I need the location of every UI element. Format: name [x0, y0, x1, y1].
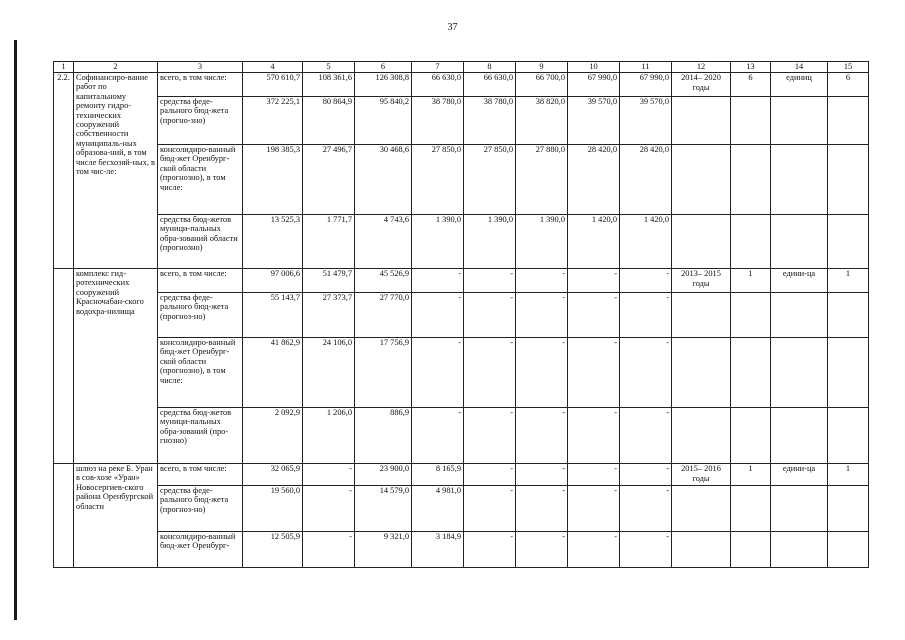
header-cell: 4 [243, 62, 303, 73]
amount-cell: 126 308,8 [355, 73, 412, 97]
count-cell: 1 [731, 464, 771, 486]
amount-cell: 1 420,0 [568, 215, 620, 269]
header-cell: 3 [158, 62, 243, 73]
empty-cell [672, 338, 731, 408]
empty-cell [828, 293, 869, 338]
amount-cell: - [620, 269, 672, 293]
empty-cell [828, 338, 869, 408]
period-cell: 2014– 2020 годы [672, 73, 731, 97]
header-cell: 13 [731, 62, 771, 73]
unit-cell: едини-ца [771, 464, 828, 486]
table-row [54, 338, 869, 408]
empty-cell [731, 145, 771, 215]
header-cell: 9 [516, 62, 568, 73]
amount-cell: - [620, 464, 672, 486]
amount-cell: 1 390,0 [412, 215, 464, 269]
funding-source-cell: средства бюд-жетов муници-пальных обра-зований области (прогнозно) [158, 215, 243, 269]
amount-cell: - [516, 532, 568, 568]
amount-cell: 14 579,0 [355, 486, 412, 532]
funding-source-cell: средства феде-рального бюд-жета (прогно-зно) [158, 97, 243, 145]
scan-edge-shadow [14, 40, 17, 620]
funding-source-cell: средства феде-рального бюд-жета (прогноз-но) [158, 293, 243, 338]
empty-cell [828, 532, 869, 568]
amount-cell: 2 092,9 [243, 408, 303, 464]
amount-cell: 32 065,9 [243, 464, 303, 486]
amount-cell: - [620, 293, 672, 338]
amount-cell: - [412, 293, 464, 338]
amount-cell: 372 225,1 [243, 97, 303, 145]
amount-cell: 27 880,0 [516, 145, 568, 215]
amount-cell: - [516, 486, 568, 532]
amount-cell: 38 780,0 [412, 97, 464, 145]
amount-cell: 30 468,6 [355, 145, 412, 215]
amount-cell: - [620, 408, 672, 464]
empty-cell [672, 408, 731, 464]
amount-cell: - [516, 464, 568, 486]
table-body [54, 62, 869, 568]
table-row [54, 73, 869, 97]
header-cell: 12 [672, 62, 731, 73]
item-code-cell: 2.2. [54, 73, 74, 269]
item-code-cell [54, 464, 74, 568]
amount-cell: - [620, 486, 672, 532]
header-cell: 8 [464, 62, 516, 73]
amount-cell: 886,9 [355, 408, 412, 464]
page-number: 37 [447, 22, 458, 33]
empty-cell [771, 532, 828, 568]
amount-cell: - [516, 293, 568, 338]
table-row [54, 486, 869, 532]
amount-cell: 66 700,0 [516, 73, 568, 97]
amount-cell: - [620, 338, 672, 408]
count-cell: 6 [731, 73, 771, 97]
header-cell: 15 [828, 62, 869, 73]
amount-cell: 3 184,9 [412, 532, 464, 568]
amount-cell: 17 756,9 [355, 338, 412, 408]
amount-cell: 198 385,3 [243, 145, 303, 215]
amount-cell: 67 990,0 [620, 73, 672, 97]
empty-cell [771, 486, 828, 532]
amount-cell: 67 990,0 [568, 73, 620, 97]
empty-cell [731, 215, 771, 269]
header-cell: 11 [620, 62, 672, 73]
period-cell: 2013– 2015 годы [672, 269, 731, 293]
amount-cell: - [568, 293, 620, 338]
amount-cell: - [303, 532, 355, 568]
amount-cell: 41 862,9 [243, 338, 303, 408]
amount-cell: 27 850,0 [464, 145, 516, 215]
amount-cell: - [568, 269, 620, 293]
amount-cell: 27 850,0 [412, 145, 464, 215]
amount-cell: 24 106,0 [303, 338, 355, 408]
header-cell: 6 [355, 62, 412, 73]
period-cell: 2015– 2016 годы [672, 464, 731, 486]
amount-cell: 1 390,0 [516, 215, 568, 269]
amount-cell: - [303, 486, 355, 532]
amount-cell: 108 361,6 [303, 73, 355, 97]
empty-cell [731, 532, 771, 568]
empty-cell [731, 338, 771, 408]
amount-cell: 28 420,0 [620, 145, 672, 215]
empty-cell [771, 97, 828, 145]
empty-cell [828, 408, 869, 464]
amount-cell: 97 006,6 [243, 269, 303, 293]
empty-cell [672, 486, 731, 532]
amount-cell: - [620, 532, 672, 568]
count-cell: 1 [828, 464, 869, 486]
amount-cell: 39 570,0 [568, 97, 620, 145]
header-cell: 2 [74, 62, 158, 73]
amount-cell: 45 526,9 [355, 269, 412, 293]
empty-cell [828, 97, 869, 145]
empty-cell [672, 532, 731, 568]
empty-cell [672, 97, 731, 145]
empty-cell [771, 145, 828, 215]
amount-cell: - [568, 486, 620, 532]
header-cell: 5 [303, 62, 355, 73]
amount-cell: 27 496,7 [303, 145, 355, 215]
amount-cell: 13 525,3 [243, 215, 303, 269]
empty-cell [672, 293, 731, 338]
empty-cell [731, 97, 771, 145]
amount-cell: - [412, 269, 464, 293]
amount-cell: - [412, 408, 464, 464]
empty-cell [672, 145, 731, 215]
amount-cell: - [516, 269, 568, 293]
amount-cell: 570 610,7 [243, 73, 303, 97]
empty-cell [771, 408, 828, 464]
amount-cell: 51 479,7 [303, 269, 355, 293]
amount-cell: 1 390,0 [464, 215, 516, 269]
amount-cell: 38 780,0 [464, 97, 516, 145]
table-row [54, 532, 869, 568]
amount-cell: - [464, 464, 516, 486]
amount-cell: 4 981,0 [412, 486, 464, 532]
table-row [54, 215, 869, 269]
amount-cell: 80 864,9 [303, 97, 355, 145]
table-row [54, 464, 869, 486]
amount-cell: - [464, 532, 516, 568]
item-name-cell: Софинансиро-вание работ по капитальному ремонту гидро-технических сооружений собственности муниципаль-ных образова-ний, в том числе бесхозяй-ных, в том чис-ле: [74, 73, 158, 269]
amount-cell: - [464, 338, 516, 408]
funding-source-cell: средства бюд-жетов муници-пальных обра-зований (про-гнозно) [158, 408, 243, 464]
empty-cell [771, 293, 828, 338]
unit-cell: единиц [771, 73, 828, 97]
table-row [54, 408, 869, 464]
amount-cell: 9 321,0 [355, 532, 412, 568]
funding-source-cell: всего, в том числе: [158, 269, 243, 293]
amount-cell: 23 900,0 [355, 464, 412, 486]
amount-cell: - [568, 408, 620, 464]
empty-cell [828, 145, 869, 215]
amount-cell: 27 373,7 [303, 293, 355, 338]
amount-cell: 19 560,0 [243, 486, 303, 532]
amount-cell: 1 771,7 [303, 215, 355, 269]
amount-cell: 12 505,9 [243, 532, 303, 568]
amount-cell: 55 143,7 [243, 293, 303, 338]
item-code-cell [54, 269, 74, 464]
empty-cell [771, 215, 828, 269]
empty-cell [731, 293, 771, 338]
amount-cell: - [516, 408, 568, 464]
amount-cell: 1 420,0 [620, 215, 672, 269]
amount-cell: - [464, 408, 516, 464]
count-cell: 1 [731, 269, 771, 293]
amount-cell: - [464, 269, 516, 293]
amount-cell: 66 630,0 [412, 73, 464, 97]
amount-cell: - [568, 464, 620, 486]
empty-cell [731, 408, 771, 464]
amount-cell: 27 770,0 [355, 293, 412, 338]
item-name-cell: комплекс гид-ротехнических сооружений Красночабан-ского водохра-нилища [74, 269, 158, 464]
funding-source-cell: консолидиро-ванный бюд-жет Оренбург-ской области (прогнозно), в том числе: [158, 145, 243, 215]
header-row [54, 62, 869, 73]
amount-cell: - [516, 338, 568, 408]
amount-cell: 66 630,0 [464, 73, 516, 97]
header-cell: 14 [771, 62, 828, 73]
empty-cell [828, 215, 869, 269]
amount-cell: - [464, 293, 516, 338]
funding-source-cell: средства феде-рального бюд-жета (прогноз-но) [158, 486, 243, 532]
funding-source-cell: консолидиро-ванный бюд-жет Оренбург- [158, 532, 243, 568]
table-row [54, 145, 869, 215]
amount-cell: 38 820,0 [516, 97, 568, 145]
header-cell: 1 [54, 62, 74, 73]
amount-cell: - [303, 464, 355, 486]
amount-cell: - [464, 486, 516, 532]
empty-cell [771, 338, 828, 408]
amount-cell: - [568, 532, 620, 568]
amount-cell: 1 206,0 [303, 408, 355, 464]
amount-cell: 4 743,6 [355, 215, 412, 269]
amount-cell: 8 165,9 [412, 464, 464, 486]
amount-cell: 28 420,0 [568, 145, 620, 215]
funding-source-cell: консолидиро-ванный бюд-жет Оренбург-ской области (прогнозно), в том числе: [158, 338, 243, 408]
header-cell: 7 [412, 62, 464, 73]
funding-source-cell: всего, в том числе: [158, 464, 243, 486]
unit-cell: едини-ца [771, 269, 828, 293]
count-cell: 6 [828, 73, 869, 97]
empty-cell [672, 215, 731, 269]
amount-cell: 39 570,0 [620, 97, 672, 145]
empty-cell [731, 486, 771, 532]
header-cell: 10 [568, 62, 620, 73]
item-name-cell: шлюз на реке Б. Уран в сов-хозе «Уран» Новосергиев-ского района Оренбургской области [74, 464, 158, 568]
amount-cell: - [568, 338, 620, 408]
table-row [54, 97, 869, 145]
funding-source-cell: всего, в том числе: [158, 73, 243, 97]
table-row [54, 269, 869, 293]
amount-cell: 95 840,2 [355, 97, 412, 145]
empty-cell [828, 486, 869, 532]
table-row [54, 293, 869, 338]
budget-table [53, 61, 869, 568]
count-cell: 1 [828, 269, 869, 293]
amount-cell: - [412, 338, 464, 408]
